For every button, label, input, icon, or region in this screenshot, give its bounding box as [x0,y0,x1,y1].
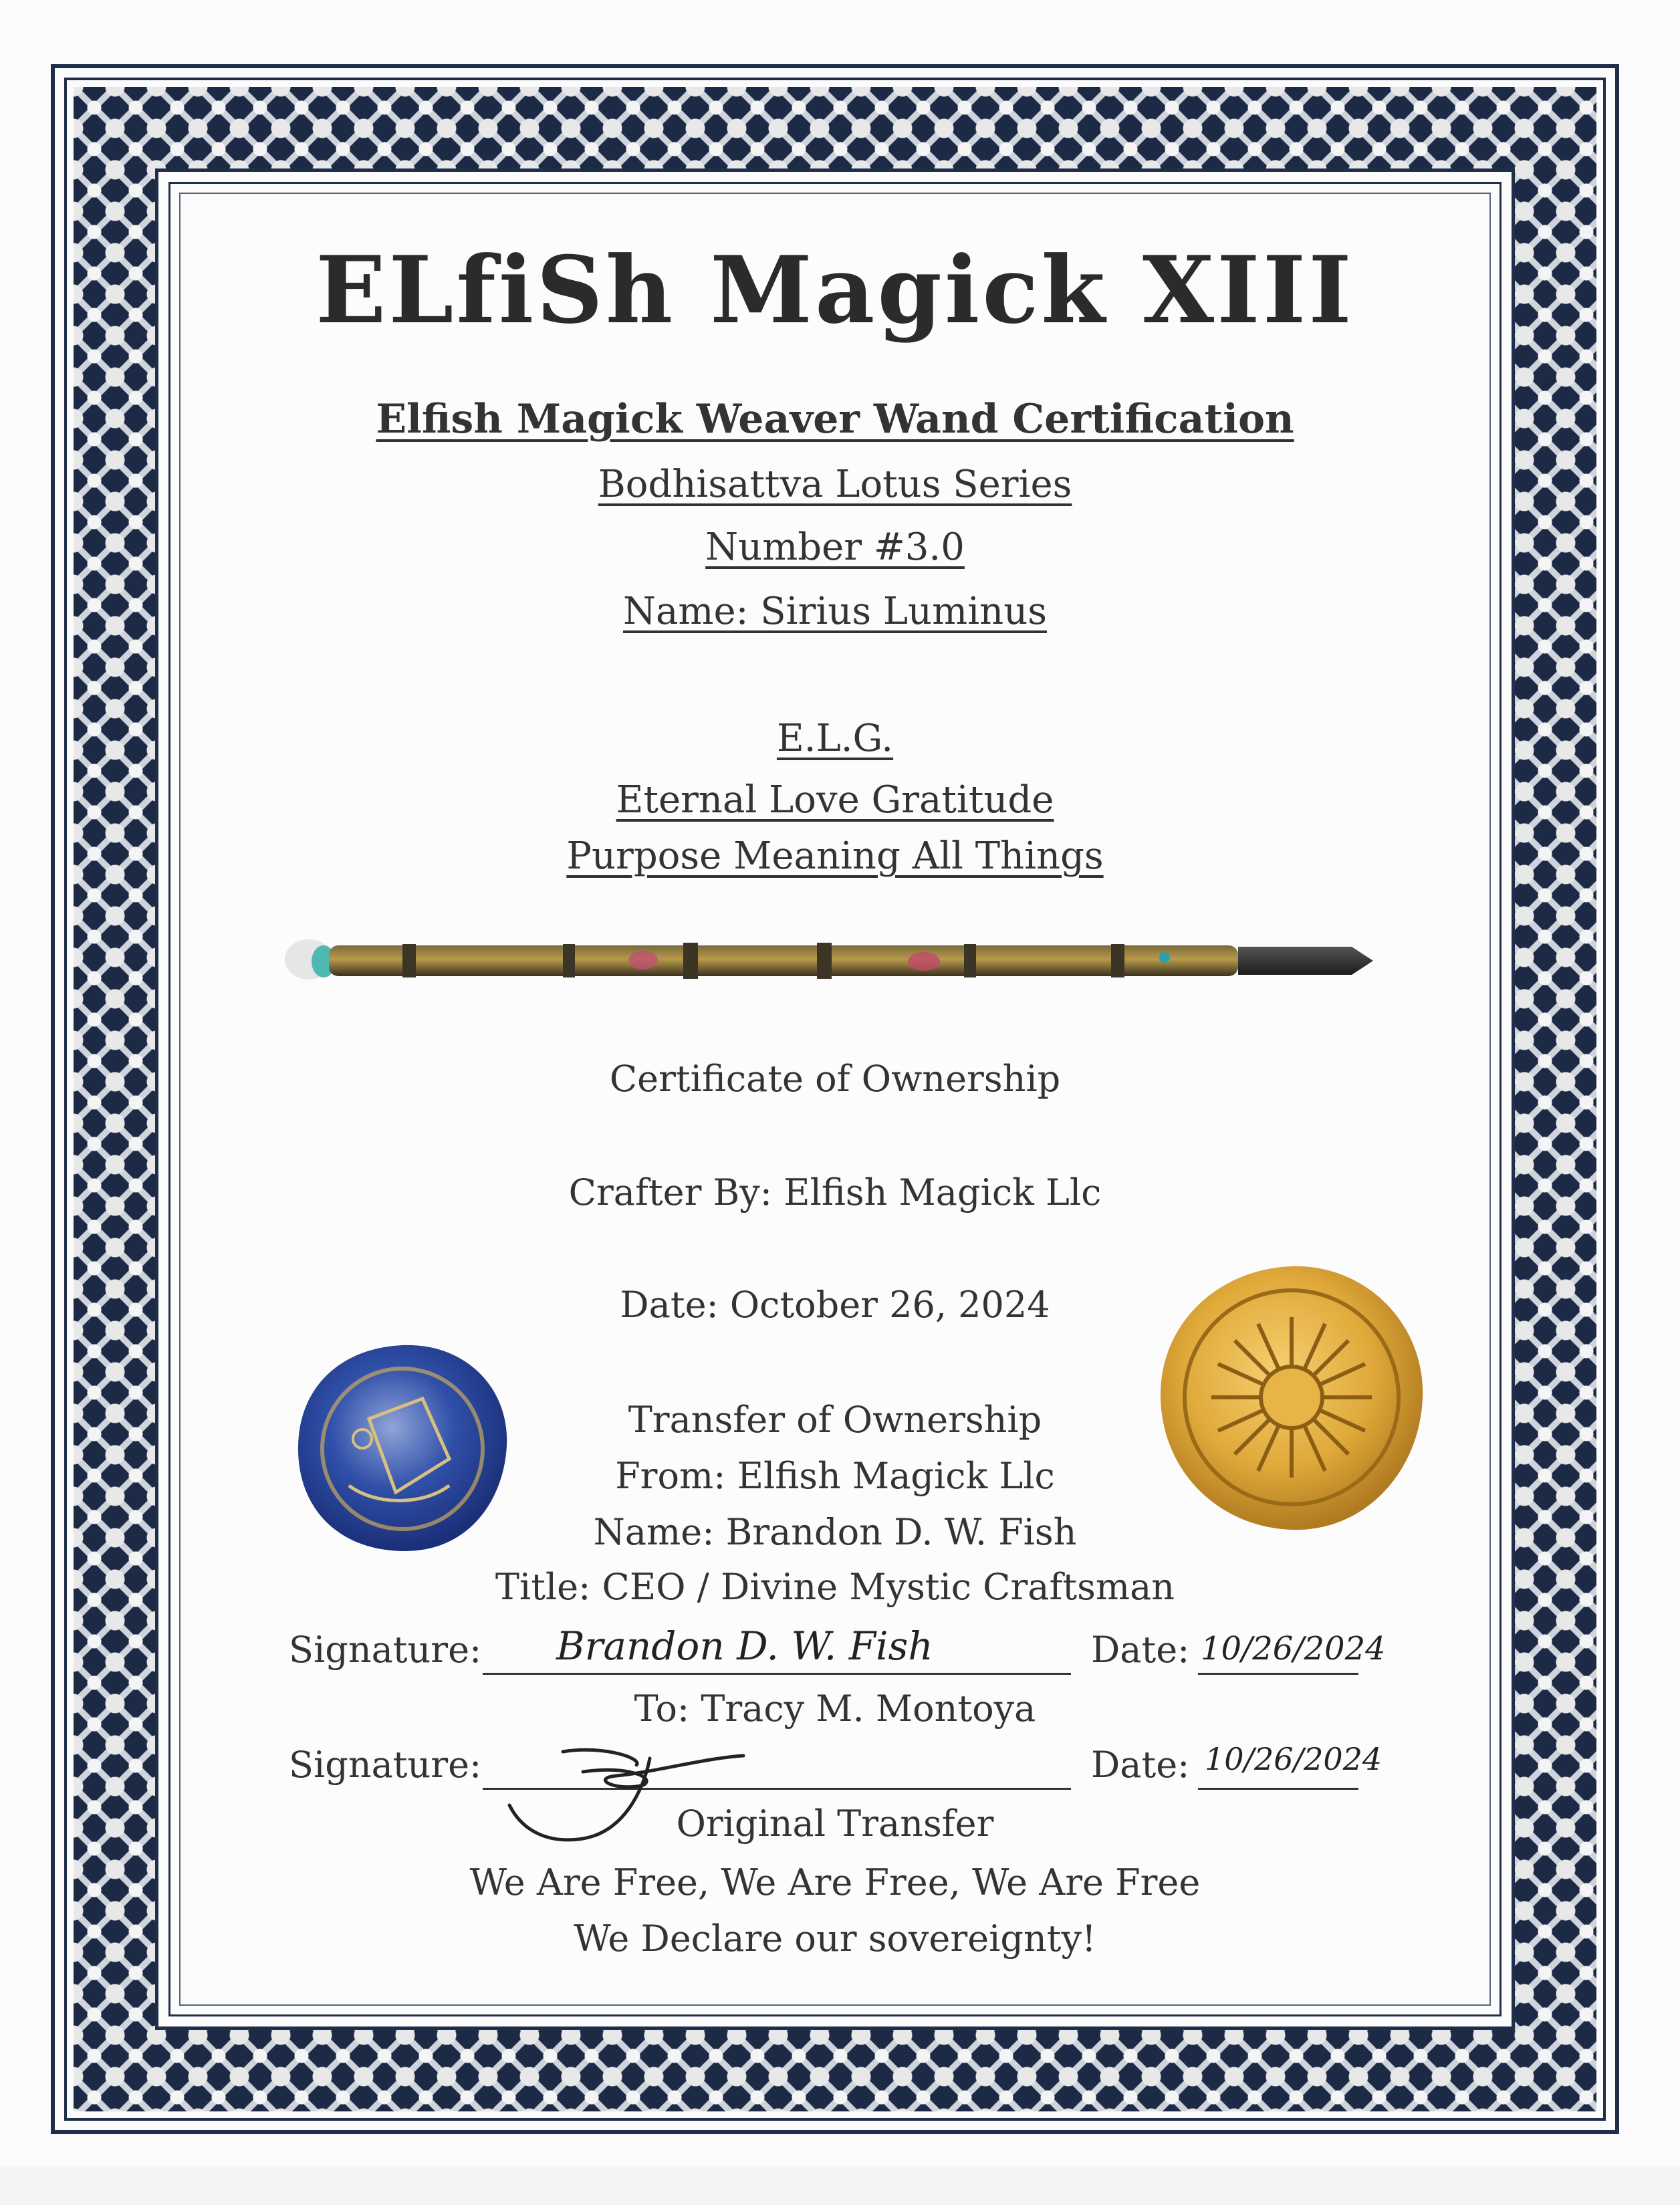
transfer-from-name: Name: Brandon D. W. Fish [593,1511,1077,1553]
acronym-meaning: Eternal Love Gratitude [616,778,1054,822]
signature-row-2 [182,1738,1488,1792]
date-label: Date: [1091,1629,1190,1671]
handwritten-date-2: 10/26/2024 [1205,1741,1383,1777]
series-label: Bodhisattva Lotus Series [598,463,1072,506]
page-bottom-margin [0,2166,1680,2205]
wand-image [282,931,1378,988]
blue-wax-seal [289,1339,516,1559]
certificate-title: ELfiSh Magick XIII [316,235,1354,344]
signature-line [483,1673,1071,1675]
gold-wax-seal [1151,1257,1432,1538]
acronym: E.L.G. [776,717,894,760]
date-line [1198,1673,1358,1675]
number-label: Number #3.0 [705,526,965,569]
signature-label: Signature: [289,1629,482,1671]
transfer-from-title: Title: CEO / Divine Mystic Craftsman [495,1566,1175,1608]
date-label: Date: [1091,1744,1190,1786]
declaration-line-2: We Declare our sovereignty! [574,1918,1096,1960]
declaration-line-1: We Are Free, We Are Free, We Are Free [469,1861,1201,1903]
certificate-date: Date: October 26, 2024 [620,1284,1050,1326]
purpose-line: Purpose Meaning All Things [566,834,1104,878]
signature-label: Signature: [289,1744,482,1786]
transfer-to: To: Tracy M. Montoya [634,1688,1036,1730]
certificate-of-ownership: Certificate of Ownership [609,1058,1061,1100]
original-transfer: Original Transfer [676,1803,994,1845]
transfer-from: From: Elfish Magick Llc [615,1455,1055,1497]
certification-heading: Elfish Magick Weaver Wand Certification [376,396,1294,443]
signature-row-1 [182,1623,1488,1677]
date-line [1198,1788,1358,1790]
crafted-by: Crafter By: Elfish Magick Llc [568,1171,1102,1213]
transfer-heading: Transfer of Ownership [628,1399,1042,1441]
wand-name: Name: Sirius Luminus [623,590,1047,633]
handwritten-date-1: 10/26/2024 [1201,1630,1386,1667]
handwritten-signature-1: Brandon D. W. Fish [556,1623,933,1669]
certificate-content [182,195,1488,2003]
